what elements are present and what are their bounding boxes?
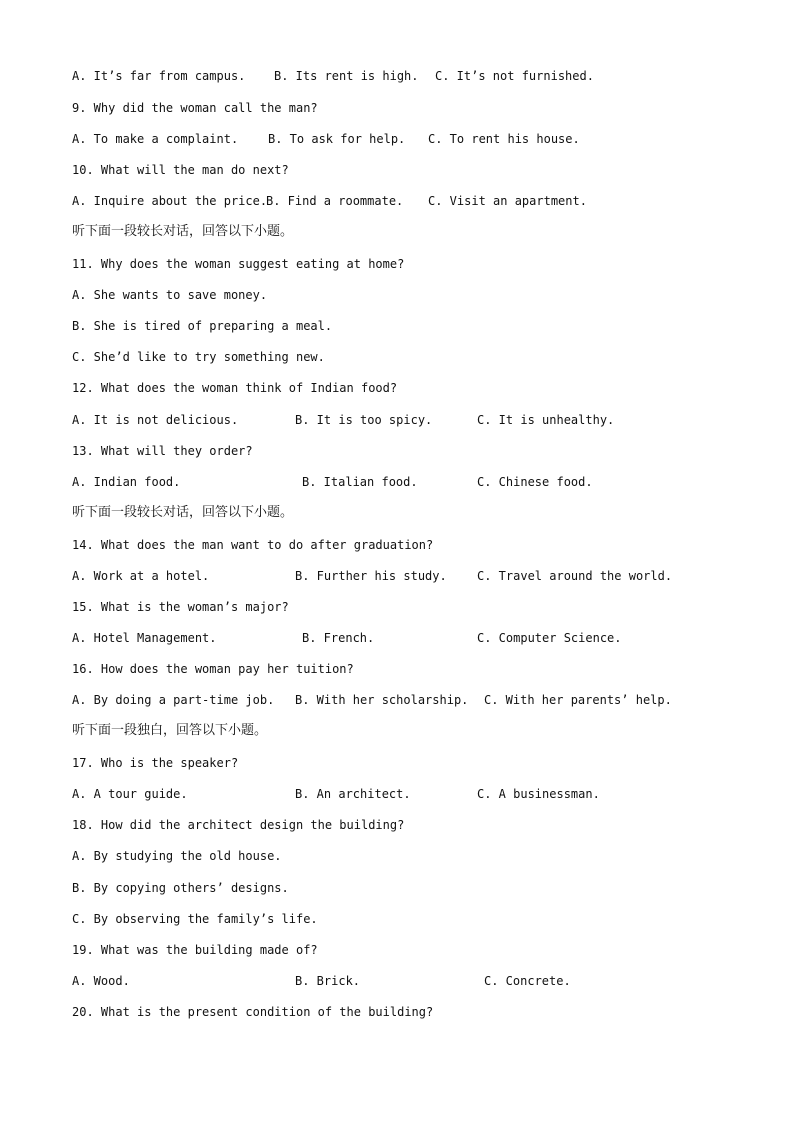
option-b: B. French.: [302, 631, 375, 645]
option-a: A. Indian food.: [72, 475, 181, 489]
question-19: 19. What was the building made of?: [72, 943, 318, 957]
question-12: 12. What does the woman think of Indian food?: [72, 381, 398, 395]
option-a: A. To make a complaint.: [72, 132, 239, 146]
question-14: 14. What does the man want to do after graduation?: [72, 538, 434, 552]
section-instruction: 听下面一段独白，回答以下小题。: [72, 723, 268, 738]
options-row-q9: [72, 130, 580, 148]
option-a: A. It’s far from campus.: [72, 69, 246, 83]
option-c: C. Travel around the world.: [477, 569, 673, 583]
option-a: A. Work at a hotel.: [72, 569, 210, 583]
question-20: 20. What is the present condition of the building?: [72, 1005, 434, 1019]
options-row-q15: [72, 629, 622, 647]
question-18: 18. How did the architect design the building?: [72, 818, 405, 832]
option-a: A. A tour guide.: [72, 787, 188, 801]
option-b: B. It is too spicy.: [295, 413, 433, 427]
options-row-q19: [72, 972, 571, 990]
option-c: C. It is unhealthy.: [477, 413, 615, 427]
option-c: C. It’s not furnished.: [435, 69, 594, 83]
option-line: B. She is tired of preparing a meal.: [72, 319, 333, 333]
options-row-q13: [72, 473, 593, 491]
option-line: A. She wants to save money.: [72, 288, 268, 302]
options-row-q8: [72, 67, 594, 85]
options-row-q16: [72, 691, 672, 709]
question-17: 17. Who is the speaker?: [72, 756, 239, 770]
option-a: A. It is not delicious.: [72, 413, 239, 427]
option-a: A. Inquire about the price.: [72, 194, 268, 208]
option-c: C. A businessman.: [477, 787, 600, 801]
option-b: B. Brick.: [295, 974, 361, 988]
option-b: B. Find a roommate.: [266, 194, 404, 208]
option-b: B. Further his study.: [295, 569, 447, 583]
options-row-q14: [72, 567, 673, 585]
option-line: C. By observing the family’s life.: [72, 912, 318, 926]
option-line: A. By studying the old house.: [72, 849, 282, 863]
option-b: B. Its rent is high.: [274, 69, 419, 83]
section-instruction: 听下面一段较长对话，回答以下小题。: [72, 224, 294, 239]
question-13: 13. What will they order?: [72, 444, 253, 458]
option-b: B. Italian food.: [302, 475, 418, 489]
options-row-q10: [72, 192, 587, 210]
option-line: C. She’d like to try something new.: [72, 350, 325, 364]
section-instruction: 听下面一段较长对话，回答以下小题。: [72, 505, 294, 520]
question-15: 15. What is the woman’s major?: [72, 600, 289, 614]
question-11: 11. Why does the woman suggest eating at home?: [72, 257, 405, 271]
question-10: 10. What will the man do next?: [72, 163, 289, 177]
option-b: B. To ask for help.: [268, 132, 406, 146]
option-b: B. With her scholarship.: [295, 693, 469, 707]
option-c: C. To rent his house.: [428, 132, 580, 146]
question-16: 16. How does the woman pay her tuition?: [72, 662, 354, 676]
question-9: 9. Why did the woman call the man?: [72, 101, 318, 115]
option-c: C. With her parents’ help.: [484, 693, 672, 707]
option-c: C. Chinese food.: [477, 475, 593, 489]
options-row-q12: [72, 411, 615, 429]
option-c: C. Visit an apartment.: [428, 194, 587, 208]
option-b: B. An architect.: [295, 787, 411, 801]
options-row-q17: [72, 785, 600, 803]
option-a: A. Wood.: [72, 974, 130, 988]
option-a: A. Hotel Management.: [72, 631, 217, 645]
option-line: B. By copying others’ designs.: [72, 881, 289, 895]
option-c: C. Concrete.: [484, 974, 571, 988]
option-a: A. By doing a part-time job.: [72, 693, 275, 707]
option-c: C. Computer Science.: [477, 631, 622, 645]
